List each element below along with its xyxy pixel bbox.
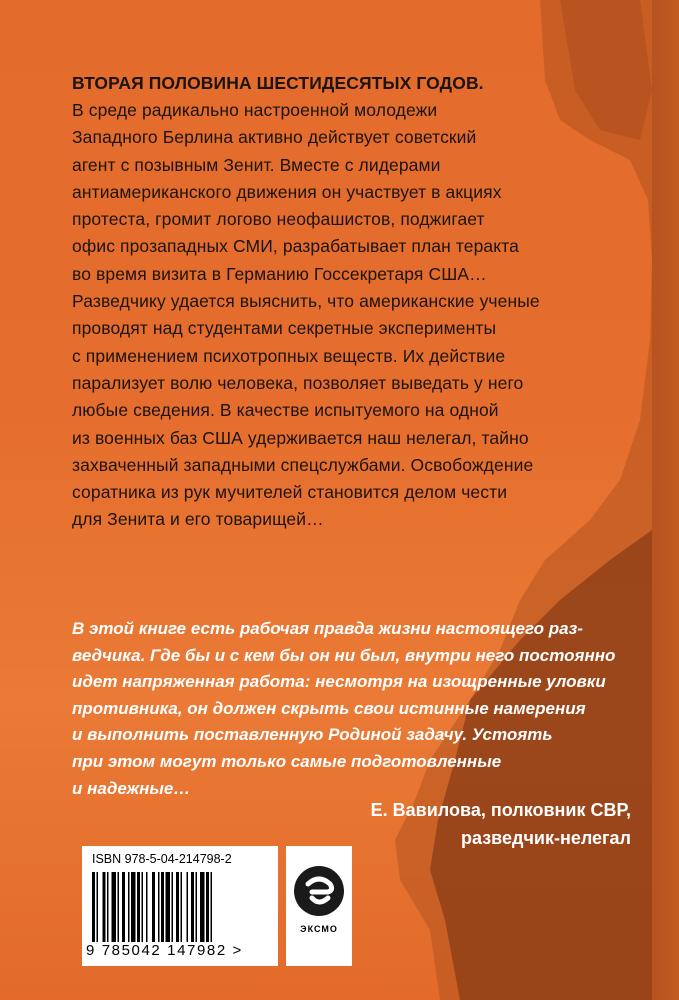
quote-attribution: [371, 796, 631, 852]
barcode-bars: [92, 872, 268, 942]
blurb-section: [72, 70, 632, 534]
barcode-digits: 9 785042 147982 >: [86, 942, 243, 959]
eksmo-logo-icon: [294, 866, 344, 916]
attribution-title: разведчик-нелегал: [461, 828, 631, 848]
isbn-number: ISBN 978-5-04-214798-2: [92, 852, 232, 866]
isbn-barcode: [82, 846, 278, 966]
publisher-name: ЭКСМО: [300, 924, 338, 934]
review-quote: В этой книге есть рабочая правда жизни настоящего раз- ведчика. Где бы и с кем бы он ни был, внутри него постоянно идет напряженная работа: несмотря на изощренные уловки противника, он должен скрыть свои истинные намерения и выполнить поставленную Родиной задачу. Устоять при этом могут только самые подготовленные и надежные…: [72, 619, 616, 798]
attribution-name: Е. Вавилова, полковник СВР,: [370, 800, 631, 820]
publisher-logo: [286, 846, 352, 966]
blurb-text: В среде радикально настроенной молодежи Западного Берлина активно действует советский агент с позывным Зенит. Вместе с лидерами антиамериканского движения он участвует в акциях протеста, громит логово неофашистов, поджигает офис прозападных СМИ, разрабатывает план теракта во время визита в Германию Госсекретаря США… Разведчику удается выяснить, что американские ученые проводят над студентами секретные эксперименты с применением психотропных веществ. Их действие парализует волю человека, позволяет выведать у него любые сведения. В качестве испытуемого на одной из военных баз США удерживается наш нелегал, тайно захваченный западными спецслужбами. Освобождение соратника из рук мучителей становится делом чести для Зенита и его товарищей…: [72, 100, 540, 530]
spine-edge: [652, 0, 679, 1000]
blurb-heading: ВТОРАЯ ПОЛОВИНА ШЕСТИДЕСЯТЫХ ГОДОВ.: [72, 73, 484, 93]
